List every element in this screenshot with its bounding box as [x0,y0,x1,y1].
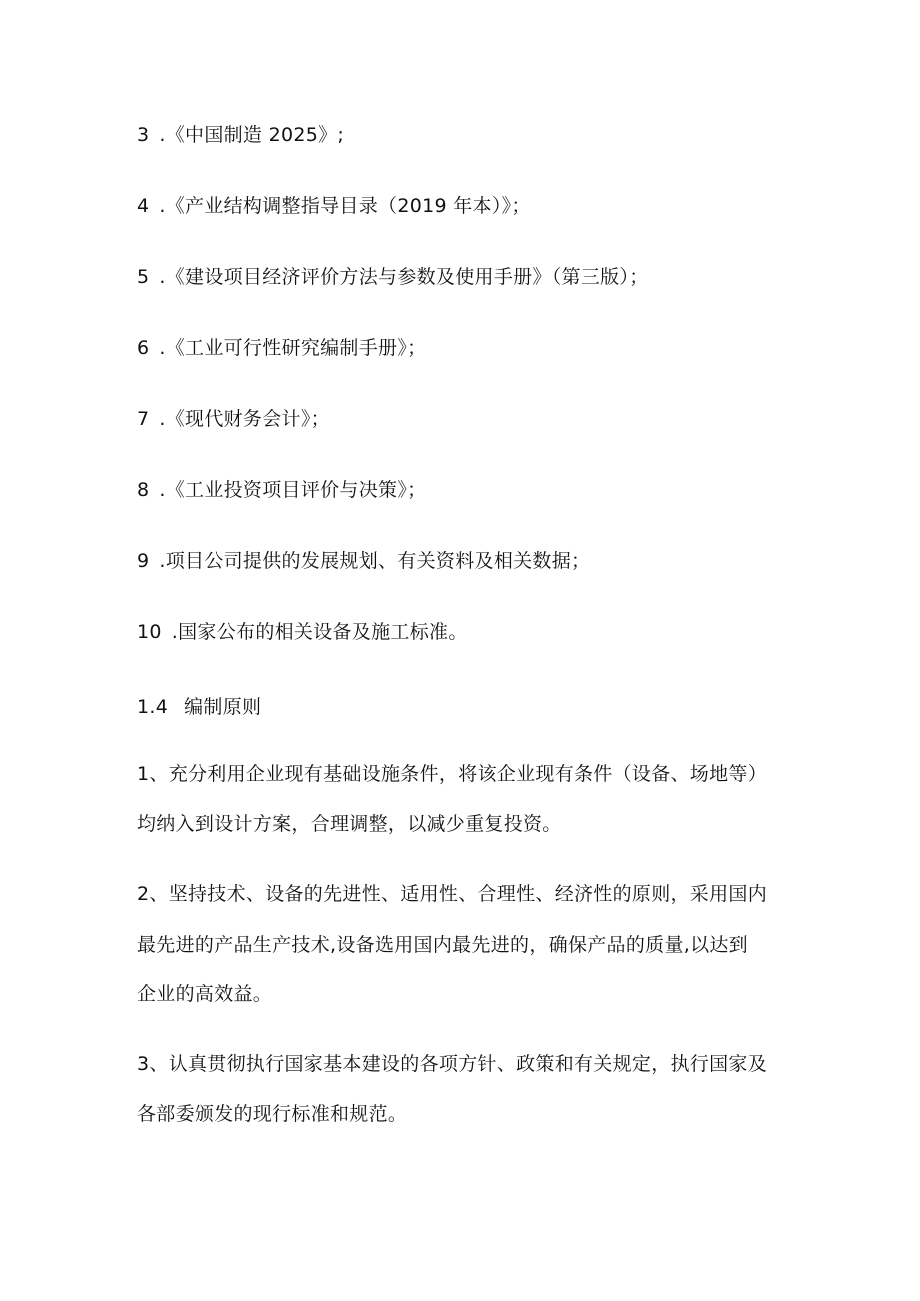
reference-text: .项目公司提供的发展规划、有关资料及相关数据； [159,550,591,572]
reference-item-8 [137,478,426,502]
reference-number: 6 [137,337,150,359]
reference-text: .《中国制造 2025》; [159,124,345,146]
principle-3-line-1: 3、认真贯彻执行国家基本建设的各项方针、政策和有关规定，执行国家及 [137,1053,767,1075]
reference-text: .国家公布的相关设备及施工标准。 [171,621,468,643]
reference-item-10 [137,620,468,644]
reference-number: 3 [137,124,150,146]
reference-number: 9 [137,550,150,572]
reference-item-3 [137,123,344,147]
principle-2-line-3: 企业的高效益。 [137,983,273,1005]
section-number: 1.4 [137,696,169,718]
principle-3-line-2: 各部委颁发的现行标准和规范。 [137,1103,408,1125]
section-heading [137,695,261,719]
reference-item-4 [137,194,531,218]
principle-2-line-1: 2、坚持技术、设备的先进性、适用性、合理性、经济性的原则，采用国内 [137,883,767,905]
reference-text: .《产业结构调整指导目录（2019 年本）》； [159,195,531,217]
section-title: 编制原则 [184,696,262,718]
reference-text: .《工业投资项目评价与决策》； [159,479,427,501]
principle-2-line-2: 最先进的产品生产技术,设备选用国内最先进的，确保产品的质量,以达到 [137,934,748,956]
principle-1-line-2: 均纳入到设计方案，合理调整，以减少重复投资。 [137,813,562,835]
reference-item-5 [137,265,649,289]
reference-number: 4 [137,195,150,217]
reference-number: 7 [137,408,150,430]
principle-1-line-1: 1、充分利用企业现有基础设施条件，将该企业现有条件（设备、场地等） [137,763,767,785]
reference-item-7 [137,407,330,431]
reference-text: .《建设项目经济评价方法与参数及使用手册》（第三版）； [159,266,649,288]
reference-text: .《现代财务会计》； [159,408,330,430]
reference-number: 10 [137,621,162,643]
reference-item-6 [137,336,426,360]
reference-number: 5 [137,266,150,288]
reference-text: .《工业可行性研究编制手册》； [159,337,427,359]
reference-item-9 [137,549,590,573]
reference-number: 8 [137,479,150,501]
